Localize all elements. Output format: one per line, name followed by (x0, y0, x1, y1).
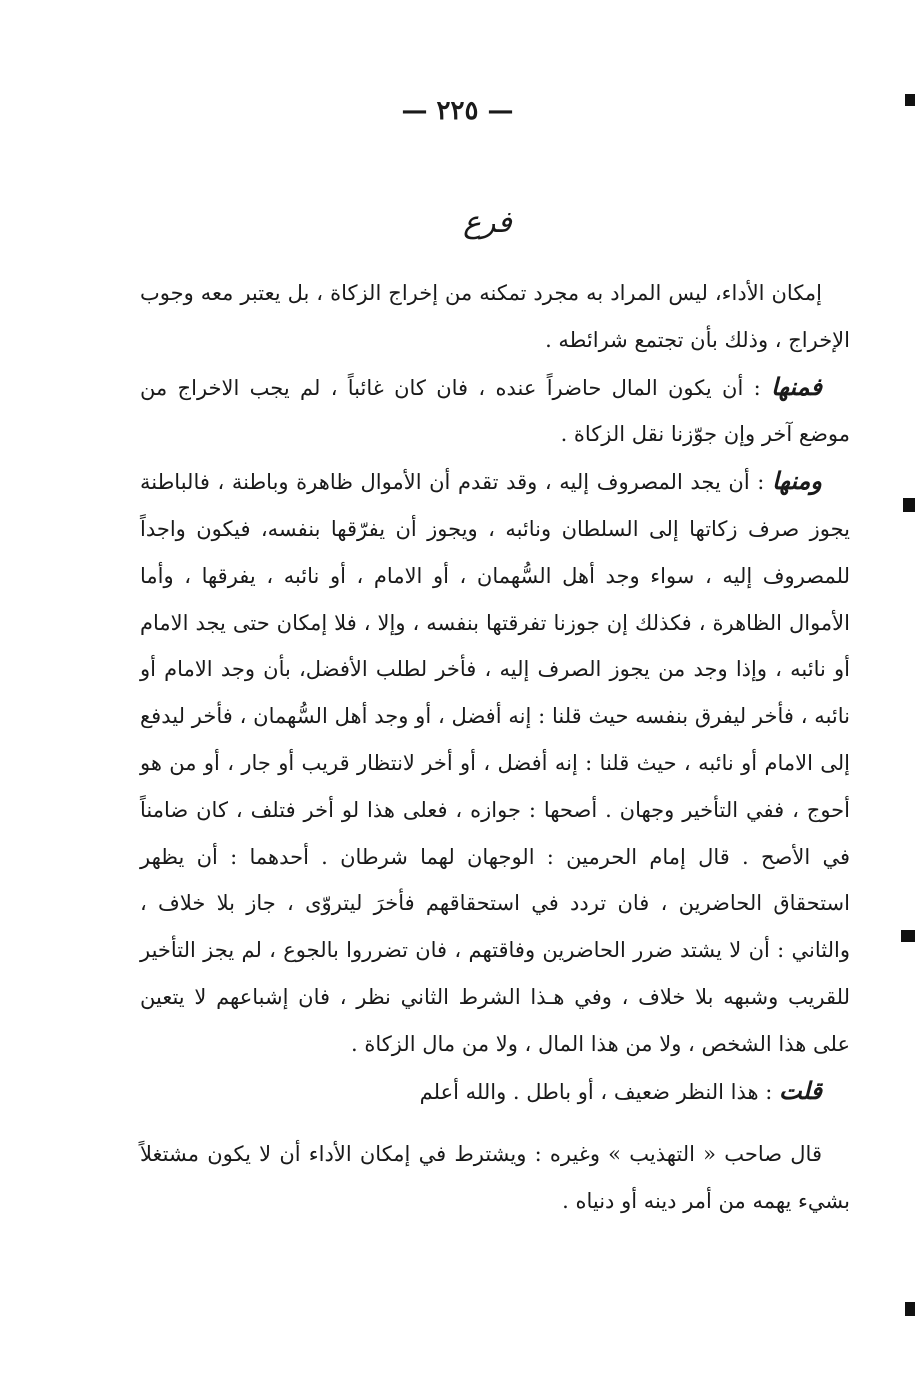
paragraph-2-lead: فمنها (771, 371, 822, 401)
paragraph-spacer (140, 1115, 850, 1131)
paragraph-1-text: إمكان الأداء، ليس المراد به مجرد تمكنه من إخراج الزكاة ، بل يعتبر معه وجوب الإخراج ، وذلك بأن تجتمع شرائطه . (140, 281, 850, 352)
page-number: — ٢٢٥ — (401, 96, 514, 126)
scan-edge-mark (903, 498, 915, 512)
paragraph-4-lead: قلت (779, 1075, 822, 1105)
paragraph-3-text: : أن يجد المصروف إليه ، وقد تقدم أن الأموال ظاهرة وباطنة ، فالباطنة يجوز صرف زكاتها إلى السلطان ونائبه ، ويجوز أن يفرّقها بنفسه، فيكون واجداً للمصروف إليه ، سواء وجد أهل السُّهمان ، أو الامام ، أو نائبه ، يفرقها ، وأما الأموال الظاهرة ، فكذلك إن جوزنا تفرقتها بنفسه ، وإلا ، فلا إمكان حتى يجد الامام أو نائبه ، وإذا وجد من يجوز الصرف إليه ، فأخر لطلب الأفضل، بأن وجد الامام أو نائبه ، فأخر ليفرق بنفسه حيث قلنا : إنه أفضل ، أو وجد أهل السُّهمان ، فأخر ليدفع إلى الامام أو نائبه ، حيث قلنا : إنه أفضل ، أو أخر لانتظار قريب أو جار ، أو من هو أحوج ، ففي التأخير وجهان . أصحها : جوازه ، فعلى هذا لو أخر فتلف ، كان ضامناً في الأصح . قال إمام الحرمين : الوجهان لهما شرطان . أحدهما : أن يظهر استحقاق الحاضرين ، فان تردد في استحقاقهم فأخرَ ليتروّى ، جاز بلا خلاف ، والثاني : أن لا يشتد ضرر الحاضرين وفاقتهم ، فان تضرروا بالجوع ، لم يجز التأخير للقريب وشبهه بلا خلاف ، وفي هـذا الشرط الثاني نظر ، فان إشباعهم لا يتعين على هذا الشخص ، ولا من هذا المال ، ولا من مال الزكاة . (140, 470, 850, 1056)
paragraph-2-text: : أن يكون المال حاضراً عنده ، فان كان غائباً ، لم يجب الاخراج من موضع آخر وإن جوّزنا نقل الزكاة . (140, 375, 850, 447)
body-text (140, 270, 850, 1225)
scan-edge-mark (905, 1302, 915, 1316)
paragraph-4-text: : هذا النظر ضعيف ، أو باطل . والله أعلم (419, 1079, 780, 1104)
scan-edge-mark (901, 930, 915, 942)
paragraph-4 (140, 1068, 850, 1116)
paragraph-3-lead: ومنها (771, 466, 822, 496)
paragraph-5 (140, 1131, 850, 1225)
paragraph-2 (140, 364, 850, 459)
paragraph-3 (140, 458, 850, 1067)
paragraph-1 (140, 270, 850, 364)
paragraph-5-text: قال صاحب « التهذيب » وغيره : ويشترط في إمكان الأداء أن لا يكون مشتغلاً بشيء يهمه من أمر دينه أو دنياه . (140, 1142, 850, 1214)
scan-edge-mark (905, 94, 915, 106)
section-title: فرع (463, 205, 512, 240)
